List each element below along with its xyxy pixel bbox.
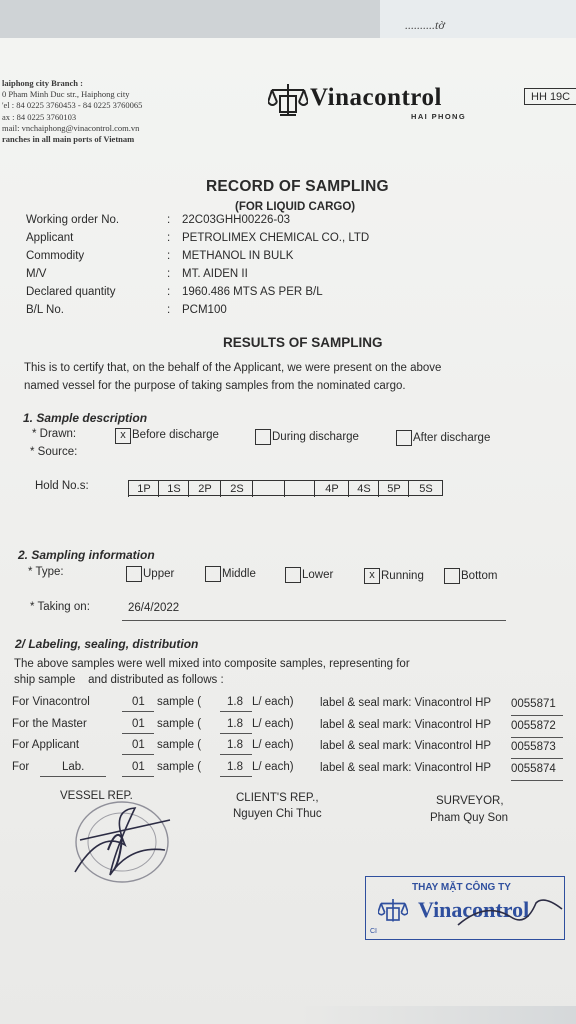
branch-line: mail: vnchaiphong@vinacontrol.com.vn: [2, 122, 140, 133]
lower-checkbox[interactable]: [285, 567, 301, 583]
seal-mark: 0055873: [511, 741, 556, 753]
check-mark-icon: x: [369, 569, 375, 581]
top-scribble: ..........tờ: [405, 18, 445, 32]
page-bottom-edge: [300, 1006, 576, 1024]
stamp-code: CI: [370, 928, 377, 935]
party-underline: [40, 776, 106, 777]
branch-line: 0 Pham Minh Duc str., Haiphong city: [2, 89, 130, 100]
source-label: * Source:: [30, 446, 78, 458]
check-mark-icon: x: [120, 429, 126, 441]
seal-mark: 0055872: [511, 720, 556, 732]
after-discharge-checkbox[interactable]: [396, 430, 412, 446]
before-discharge-checkbox[interactable]: [115, 428, 131, 444]
count-underline: [122, 776, 154, 777]
form-code: HH 19C: [524, 88, 576, 105]
taking-on-label: * Taking on:: [30, 601, 90, 613]
party-fill: Lab.: [62, 761, 85, 773]
party-label: For: [12, 761, 30, 773]
client-rep-title: CLIENT'S REP.,: [236, 792, 319, 804]
running-checkbox[interactable]: [364, 568, 380, 584]
mark-underline: [511, 737, 563, 738]
seal-word: label & seal mark: Vinacontrol HP: [320, 762, 492, 774]
document-page: [0, 38, 576, 1024]
hold-cell: 1S: [158, 481, 189, 497]
hold-cell: 4S: [348, 481, 379, 497]
scales-of-justice-icon: [378, 897, 408, 925]
field-colon: :: [167, 286, 171, 298]
stamp-signature: [456, 891, 566, 931]
sample-size: 1.8: [227, 739, 243, 751]
hold-table: [128, 480, 443, 496]
type-label: * Type:: [28, 566, 64, 578]
sample-word: sample (: [157, 739, 202, 751]
certify-text: named vessel for the purpose of taking samples from the nominated cargo.: [24, 380, 406, 392]
field-label: Declared quantity: [26, 286, 116, 298]
party-label: For Vinacontrol: [12, 696, 90, 708]
field-value: PCM100: [182, 304, 227, 316]
count-underline: [122, 754, 154, 755]
mark-underline: [511, 780, 563, 781]
field-value: PETROLIMEX CHEMICAL CO., LTD: [182, 232, 370, 244]
bottom-label: Bottom: [461, 570, 498, 582]
sample-count: 01: [132, 761, 145, 773]
sample-word: sample (: [157, 761, 202, 773]
branch-line: ax : 84 0225 3760103: [2, 111, 77, 122]
running-label: Running: [381, 570, 424, 582]
field-colon: :: [167, 232, 171, 244]
sample-size: 1.8: [227, 761, 243, 773]
party-label: For the Master: [12, 718, 87, 730]
hold-cell: 5P: [378, 481, 409, 497]
surveyor-name: Pham Quy Son: [430, 812, 508, 824]
field-label: B/L No.: [26, 304, 64, 316]
stamp-heading: THAY MẶT CÔNG TY: [412, 882, 511, 893]
distribution-table: [12, 694, 572, 784]
hold-cell: 2P: [188, 481, 221, 497]
hold-cell: 2S: [220, 481, 253, 497]
seal-word: label & seal mark: Vinacontrol HP: [320, 740, 492, 752]
page-title: RECORD OF SAMPLING: [206, 178, 389, 195]
logo-name: Vinacontrol: [310, 84, 442, 111]
section-1-title: 1. Sample description: [23, 411, 148, 425]
count-underline: [122, 711, 154, 712]
unit-word: L/ each): [252, 696, 294, 708]
client-rep-name: Nguyen Chi Thuc: [233, 808, 322, 820]
mark-underline: [511, 715, 563, 716]
unit-word: L/ each): [252, 739, 294, 751]
size-underline: [220, 733, 252, 734]
hold-cell: 1P: [128, 481, 159, 497]
section-3-title: 2/ Labeling, sealing, distribution: [15, 637, 199, 651]
hold-cell: 4P: [314, 481, 349, 497]
size-underline: [220, 776, 252, 777]
branch-line: 'el : 84 0225 3760453 - 84 0225 3760065: [2, 100, 143, 111]
vessel-seal-stamp: [70, 790, 180, 890]
upper-checkbox[interactable]: [126, 566, 142, 582]
field-colon: :: [167, 268, 171, 280]
company-stamp: [365, 876, 565, 940]
scales-of-justice-icon: [268, 82, 308, 118]
seal-word: label & seal mark: Vinacontrol HP: [320, 697, 492, 709]
upper-label: Upper: [143, 568, 175, 580]
size-underline: [220, 711, 252, 712]
field-value: METHANOL IN BULK: [182, 250, 294, 262]
field-label: Commodity: [26, 250, 85, 262]
lower-label: Lower: [302, 569, 334, 581]
mark-underline: [511, 758, 563, 759]
surveyor-title: SURVEYOR,: [436, 795, 504, 807]
drawn-label: * Drawn:: [32, 428, 77, 440]
middle-label: Middle: [222, 568, 256, 580]
field-colon: :: [167, 250, 171, 262]
distribution-text: ship sample and distributed as follows :: [14, 674, 224, 686]
field-value: 1960.486 MTS AS PER B/L: [182, 286, 323, 298]
field-value: MT. AIDEN II: [182, 268, 248, 280]
after-discharge-label: After discharge: [413, 432, 491, 444]
hold-cell: 5S: [408, 481, 443, 497]
bottom-checkbox[interactable]: [444, 568, 460, 584]
unit-word: L/ each): [252, 761, 294, 773]
distribution-text: The above samples were well mixed into composite samples, representing for: [14, 658, 410, 670]
middle-checkbox[interactable]: [205, 566, 221, 582]
section-2-title: 2. Sampling information: [18, 548, 155, 562]
field-label: Working order No.: [26, 214, 120, 226]
field-label: Applicant: [26, 232, 74, 244]
sample-word: sample (: [157, 718, 202, 730]
sample-size: 1.8: [227, 718, 243, 730]
branch-line: laiphong city Branch :: [2, 78, 83, 88]
during-discharge-checkbox[interactable]: [255, 429, 271, 445]
field-colon: :: [167, 214, 171, 226]
before-discharge-label: Before discharge: [132, 429, 219, 441]
sample-count: 01: [132, 718, 145, 730]
branch-info: [2, 78, 142, 145]
field-colon: :: [167, 304, 171, 316]
taking-on-value: 26/4/2022: [128, 602, 180, 614]
vessel-rep-title: VESSEL REP.: [60, 790, 133, 802]
taking-on-underline: [122, 620, 506, 621]
branch-line: ranches in all main ports of Vietnam: [2, 134, 135, 145]
field-value: 22C03GHH00226-03: [182, 214, 291, 226]
unit-word: L/ each): [252, 718, 294, 730]
results-heading: RESULTS OF SAMPLING: [223, 335, 383, 350]
hold-label: Hold No.s:: [35, 480, 89, 492]
logo-sub: HAI PHONG: [411, 112, 467, 121]
seal-mark: 0055871: [511, 698, 556, 710]
certify-text: This is to certify that, on the behalf of the Applicant, we were present on the above: [24, 362, 442, 374]
during-discharge-label: During discharge: [272, 431, 359, 443]
sample-size: 1.8: [227, 696, 243, 708]
party-label: For Applicant: [12, 739, 80, 751]
seal-mark: 0055874: [511, 763, 556, 775]
vinacontrol-logo: [268, 82, 483, 122]
count-underline: [122, 733, 154, 734]
page-subtitle: (FOR LIQUID CARGO): [235, 201, 356, 213]
hold-cell: [284, 481, 315, 497]
sample-count: 01: [132, 739, 145, 751]
sample-count: 01: [132, 696, 145, 708]
size-underline: [220, 754, 252, 755]
seal-word: label & seal mark: Vinacontrol HP: [320, 719, 492, 731]
sample-word: sample (: [157, 696, 202, 708]
field-label: M/V: [26, 268, 47, 280]
stamp-name: Vinacontrol: [418, 897, 530, 922]
hold-cell: [252, 481, 285, 497]
